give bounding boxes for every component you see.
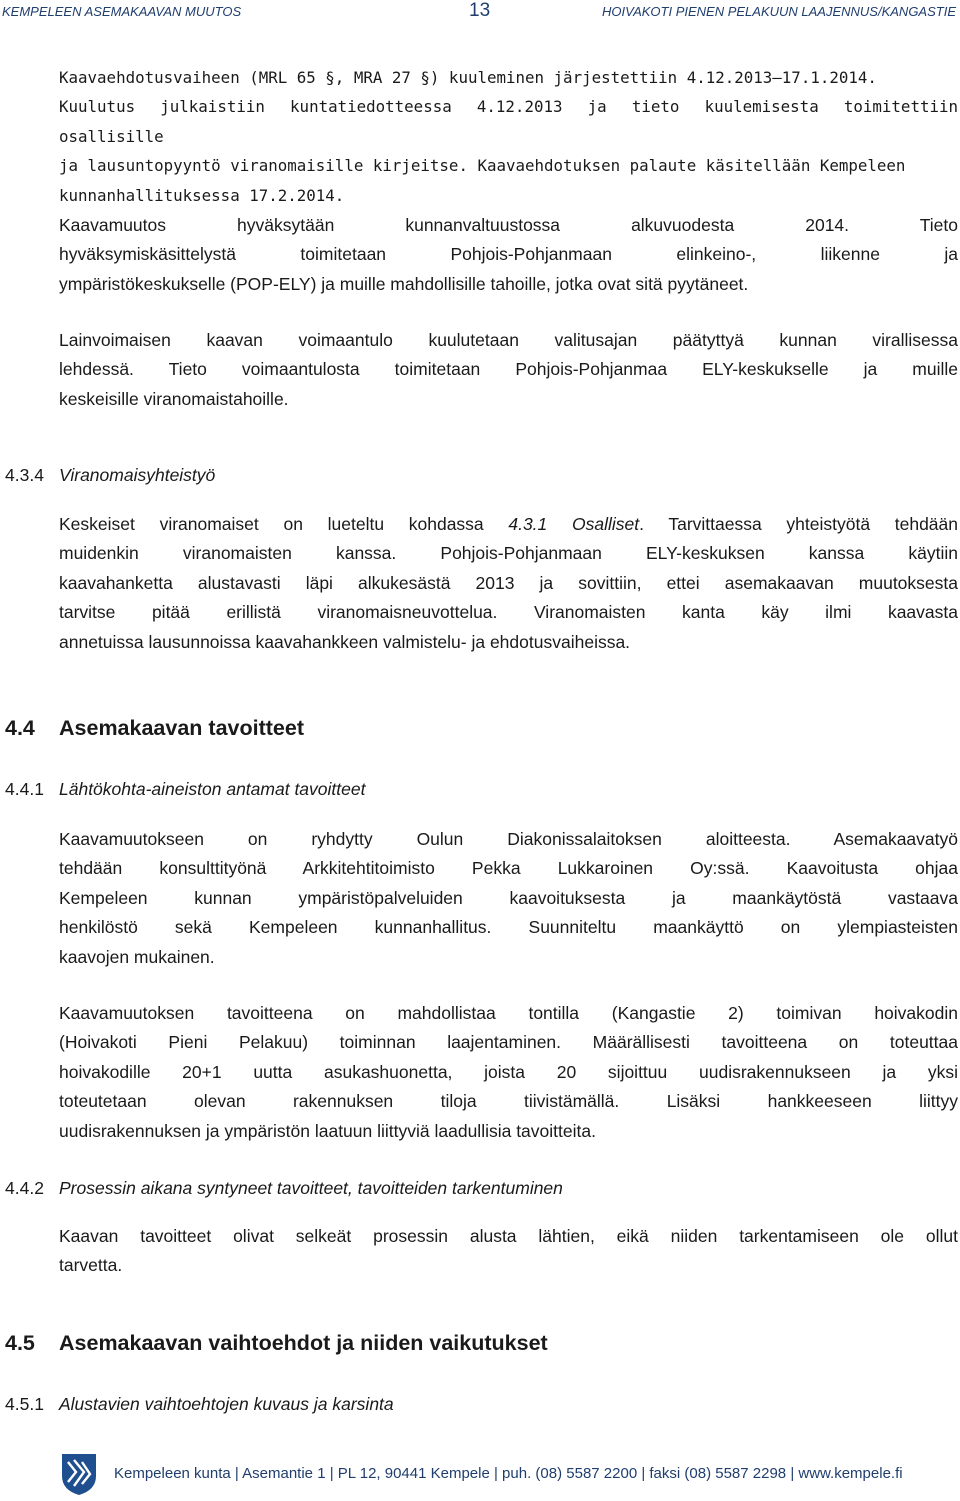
text-line: Kaavamuutokseen on ryhdytty Oulun Diakonissalaitoksen aloitteesta. Asemakaavatyö: [59, 829, 958, 849]
paragraph-entry-into-force: [59, 326, 958, 414]
section-heading-4-5: [5, 1331, 548, 1356]
section-title: Alustavien vaihtoehtojen kuvaus ja karsinta: [59, 1394, 394, 1414]
section-title: Asemakaavan vaihtoehdot ja niiden vaikutukset: [59, 1331, 548, 1355]
section-heading-4-5-1: [5, 1394, 394, 1415]
text-fragment: Keskeiset viranomaiset on lueteltu kohdassa: [59, 514, 509, 534]
section-number: 4.5: [5, 1331, 35, 1355]
footer-contact-info: Kempeleen kunta | Asemantie 1 | PL 12, 90441 Kempele | puh. (08) 5587 2200 | faksi (08) 5587 2298 | www.kempele.fi: [114, 1465, 903, 1482]
text-line: Kempeleen kunnan ympäristöpalveluiden kaavoituksesta ja maankäytöstä vastaava: [59, 887, 958, 908]
page-footer: [0, 1452, 960, 1497]
text-line: annetuissa lausunnoissa kaavahankkeen valmistelu- ja ehdotusvaiheissa.: [59, 631, 631, 652]
text-line: tehdään konsulttityönä Arkkitehtitoimisto Pekka Lukkaroinen Oy:ssä. Kaavoitusta ohjaa: [59, 858, 958, 879]
header-left-title: KEMPELEEN ASEMAKAAVAN MUUTOS: [2, 4, 242, 19]
text-line: hoivakodille 20+1 uutta asukashuonetta, joista 20 sijoittuu uudisrakennukseen ja yksi: [59, 1061, 958, 1082]
text-line: tarvetta.: [59, 1255, 123, 1276]
text-line: ja lausuntopyyntö viranomaisille kirjeitse. Kaavaehdotuksen palaute käsitellään Kempeleen: [59, 156, 906, 176]
text-line: Kaavamuutoksen tavoitteena on mahdollistaa tontilla (Kangastie 2) toimivan hoivakodin: [59, 1003, 958, 1023]
text-line: hyväksymiskäsittelystä toimitetaan Pohjois-Pohjanmaan elinkeino-, liikenne ja: [59, 244, 958, 265]
section-title: Prosessin aikana syntyneet tavoitteet, tavoitteiden tarkentuminen: [59, 1178, 563, 1198]
text-line: Lainvoimaisen kaavan voimaantulo kuulutetaan valitusajan päätyttyä kunnan virallisessa: [59, 330, 958, 350]
section-title: Lähtökohta-aineiston antamat tavoitteet: [59, 779, 366, 799]
text-line: kunnanhallituksessa 17.2.2014.: [59, 185, 345, 205]
paragraph-authority-cooperation: [59, 510, 958, 657]
text-line: tarvitse pitää erillistä viranomaisneuvottelua. Viranomaisten kanta käy ilmi kaavasta: [59, 602, 958, 623]
section-title: Viranomaisyhteistyö: [59, 465, 216, 485]
text-line: henkilöstö sekä Kempeleen kunnanhallitus. Suunniteltu maankäyttö on ylempiasteisten: [59, 917, 958, 938]
paragraph-consultation: [59, 63, 958, 210]
text-line: lehdessä. Tieto voimaantulosta toimitetaan Pohjois-Pohjanmaa ELY-keskukselle ja muille: [59, 359, 958, 380]
text-line: Kaavaehdotusvaiheen (MRL 65 §, MRA 27 §) kuuleminen järjestettiin 4.12.2013–17.1.2014.: [59, 68, 877, 87]
paragraph-initial-goals: [59, 825, 958, 972]
page-header: [0, 0, 960, 28]
text-line: kaavahanketta alustavasti läpi alkukesästä 2013 ja sovittiin, ettei asemakaavan muutoksesta: [59, 572, 958, 593]
text-fragment: . Tarvittaessa yhteistyötä tehdään: [639, 514, 959, 534]
section-number: 4.4.1: [5, 779, 44, 799]
text-line: kaavojen mukainen.: [59, 946, 215, 967]
section-heading-4-4-1: [5, 779, 365, 800]
text-line: ympäristökeskukselle (POP-ELY) ja muille mahdollisille tahoille, jotka ovat sitä pyytäneet.: [59, 273, 749, 294]
cross-reference: 4.3.1 Osalliset: [508, 514, 640, 534]
text-line: toteutetaan olevan rakennuksen tiloja tiivistämällä. Lisäksi hankkeeseen liittyy: [59, 1091, 958, 1112]
section-heading-4-3-4: [5, 465, 215, 486]
text-line: Kuulutus julkaistiin kuntatiedotteessa 4.12.2013 ja tieto kuulemisesta toimitettiin osallisille: [59, 97, 958, 146]
text-line: keskeisille viranomaistahoille.: [59, 388, 289, 409]
text-line: (Hoivakoti Pieni Pelakuu) toiminnan laajentaminen. Määrällisesti tavoitteena on toteuttaa: [59, 1032, 958, 1053]
paragraph-objective: [59, 999, 958, 1146]
text-line: muidenkin viranomaisten kanssa. Pohjois-Pohjanmaan ELY-keskuksen kanssa käytiin: [59, 543, 958, 564]
header-right-title: HOIVAKOTI PIENEN PELAKUUN LAAJENNUS/KANGASTIE: [602, 4, 956, 19]
kempele-coat-of-arms-icon: [60, 1452, 98, 1496]
section-number: 4.4.2: [5, 1178, 44, 1198]
paragraph-approval: [59, 211, 958, 299]
section-number: 4.5.1: [5, 1394, 44, 1414]
text-line: [59, 510, 958, 539]
paragraph-refined-goals: [59, 1222, 958, 1281]
section-heading-4-4: [5, 716, 304, 741]
text-line: Kaavamuutos hyväksytään kunnanvaltuustossa alkuvuodesta 2014. Tieto: [59, 215, 958, 235]
section-title: Asemakaavan tavoitteet: [59, 716, 304, 740]
section-number: 4.3.4: [5, 465, 44, 485]
text-line: uudisrakennuksen ja ympäristön laatuun liittyviä laadullisia tavoitteita.: [59, 1120, 596, 1141]
text-line: Kaavan tavoitteet olivat selkeät prosessin alusta lähtien, eikä niiden tarkentamiseen ole ollut: [59, 1226, 958, 1246]
page-number: 13: [469, 0, 491, 21]
section-heading-4-4-2: [5, 1178, 563, 1199]
section-number: 4.4: [5, 716, 35, 740]
